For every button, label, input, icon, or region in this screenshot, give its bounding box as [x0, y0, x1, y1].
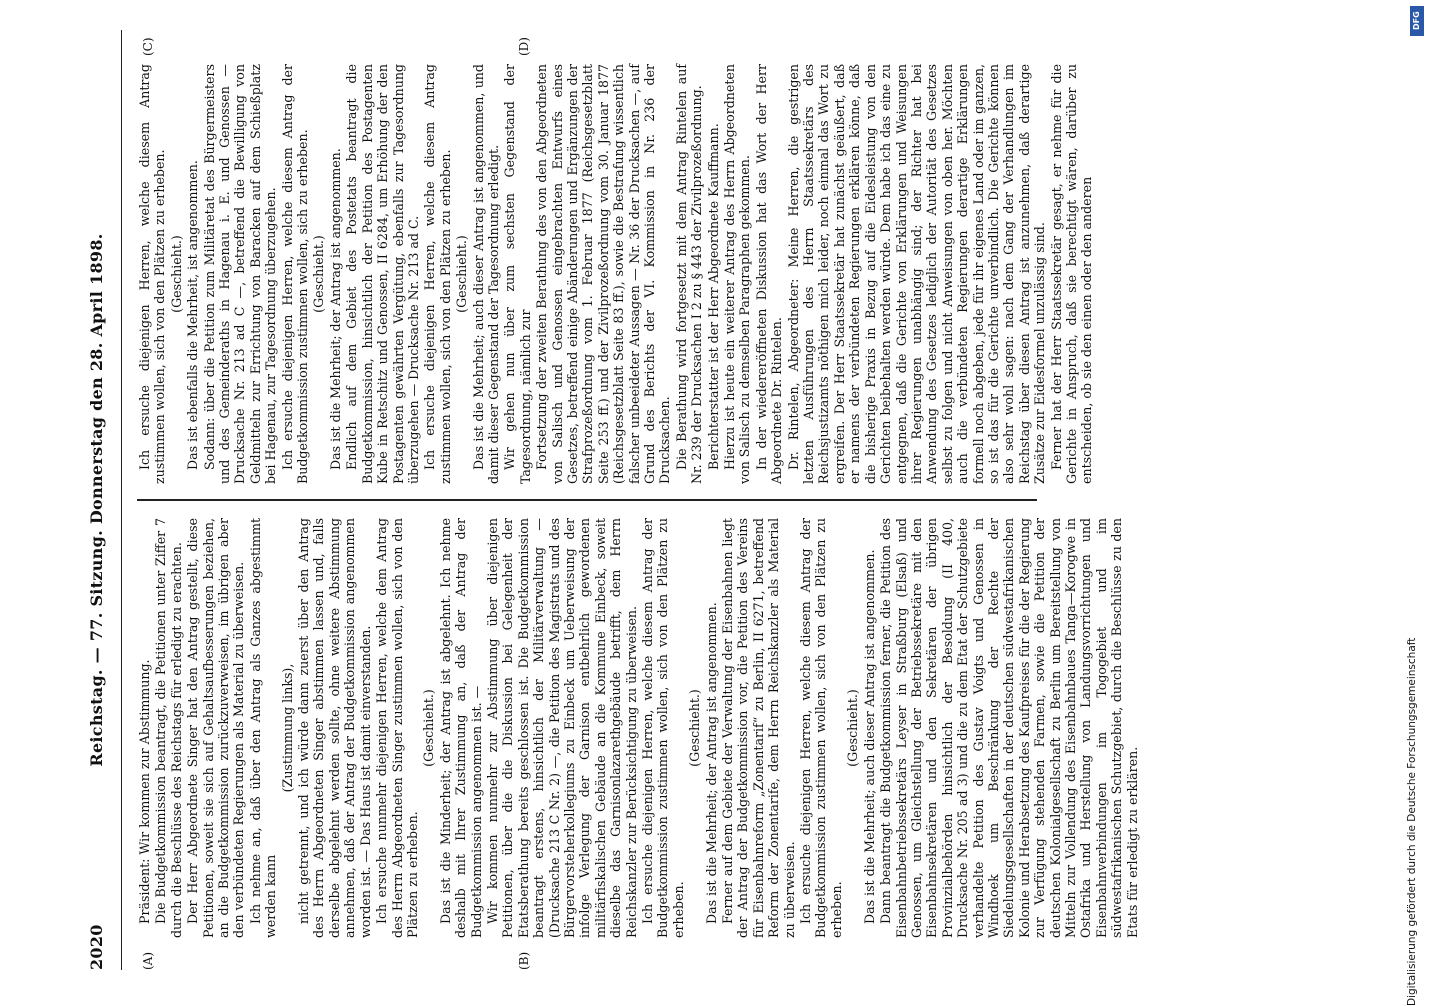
paragraph: Die Berathung wird fortgesetzt mit dem Antrag Rintelen auf Nr. 239 der Drucksachen I 2 zu § 443 der Zivilprozeßordnung.: [673, 64, 705, 484]
page-header: [87, 0, 123, 1000]
rotated-document-page: [47, 0, 1387, 1000]
paragraph: Das ist die Mehrheit; auch dieser Antrag ist angenommen, und damit dieser Gegenstand der Tagesordnung erledigt.: [470, 64, 501, 484]
paragraph: Dann beantragt die Budgetkommission ferner, die Petition des Eisenbahnbetriebssekretärs Leyser in Straßburg (Elsaß) und Genossen, um Gleichstellung der Betriebssekretäre mit den Eisenbahnsekretären und den Sekretären der übrigen Provinzialbehörden hinsichtlich der Besoldung (II 400, Drucksache Nr. 205 ad 3) und die zu dem Etat der Schutzgebiete verhandelte Petition des Gustav Voigts und Genossen in Windhoek um Beschränkung der Rechte der Siedelungsgesellschaften in der deutschen südwestafrikanischen Kolonie und Herabsetzung des Kaufpreises für die der Regierung zur Verfügung stehenden Farmen, sowie die Petition der deutschen Kolonialgesellschaft zu Berlin um Bereitstellung von Mitteln zur Vollendung des Eisenbahnbaues Tanga—Korogwe in Ostafrika und Herstellung von Landungsvorrichtungen und Eisenbahnverbindungen im Togogebiet und im südwestafrikanischen Schutzgebiet, durch die Beschlüsse zu den Etats für erledigt zu erklären.: [878, 518, 1140, 938]
digitization-credit: [1404, 6, 1430, 1006]
left-text-column: [137, 518, 1140, 938]
margin-marker-a: (A): [141, 951, 155, 970]
paragraph: Wir gehen nun über zum sechsten Gegenstand der Tagesordnung, nämlich zur: [502, 64, 533, 484]
paragraph: Ich ersuche diejenigen Herren, welche diesem Antrag zustimmen wollen, sich von den Plätzen zu erheben.: [422, 64, 453, 484]
paragraph: (Geschieht.): [687, 689, 703, 767]
paragraph: Ferner auf dem Gebiete der Verwaltung der Eisenbahnen liegt der Antrag der Budgetkommission vor, die Petition des Vereins für Eisenbahnreform „Zonentarif“ zu Berlin, II 6271, betreffend Reform der Zonentarife, dem Herrn Reichskanzler als Material zu überweisen.: [720, 518, 797, 938]
column-divider: [137, 499, 1037, 501]
paragraph: Wir kommen nunmehr zur Abstimmung über diejenigen Petitionen, über die die Diskussion bei Gelegenheit der Etatsberathung bereits geschlossen ist. Die Budgetkommission beantragt erstens, hinsichtlich der Militärverwaltung — (Drucksache 213 C Nr. 2) —, die Petition des Magistrats und des Bürgervorsteherkollegiums zu Einbeck um Ueberweisung der infolge Verlegung der Garnison entbehrlich gewordenen militärfiskalischen Gebäude an die Kommune Einbeck, soweit dieselbe das Garnisonlazarethgebäude betrifft, dem Herrn Reichskanzler zur Berücksichtigung zu überweisen.: [484, 518, 639, 938]
paragraph: Der Herr Abgeordnete Singer hat den Antrag gestellt, diese Petitionen, soweit sie sich auf Gehaltsaufbesserungen beziehen, an die Budgetkommission zurückzuverweisen, im übrigen aber den verbündeten Regierungen als Material zu überweisen.: [185, 518, 247, 938]
paragraph: In der wiedereröffneten Diskussion hat das Wort der Herr Abgeordnete Dr. Rintelen.: [753, 64, 785, 484]
margin-marker-b: (B): [517, 951, 531, 970]
paragraph: Ich ersuche nunmehr diejenigen Herren, welche dem Antrag des Herrn Abgeordneten Singer zustimmen wollen, sich von den Plätzen zu erheben.: [374, 518, 420, 938]
page-number: 2020: [87, 924, 106, 970]
paragraph: Das ist die Mehrheit; der Antrag ist angenommen.: [703, 602, 719, 924]
page-title: Reichstag. — 77. Sitzung. Donnerstag den 28. April 1898.: [87, 233, 106, 767]
paragraph: Ferner hat der Herr Staatssekretär gesagt, er nehme für die Gerichte in Anspruch, daß sie berechtigt wären, darüber zu entscheiden, ob sie den einen oder den anderen: [1048, 64, 1095, 484]
paragraph: Fortsetzung der zweiten Berathung des von den Abgeordneten von Salisch und Genossen eingebrachten Entwurfs eines Gesetzes, betreffend einige Abänderungen und Ergänzungen der Strafprozeßordnung vom 1. Februar 1877 (Reichsgesetzblatt Seite 253 ff.) und der Zivilprozeßordnung vom 30. Januar 1877 (Reichsgesetzblatt Seite 83 ff.), sowie die Bestrafung wissentlich falscher unbeeideter Aussagen — Nr. 36 der Drucksachen —, auf Grund des Berichts der VI. Kommission in Nr. 236 der Drucksachen.: [534, 64, 673, 484]
paragraph: (Geschieht.): [311, 235, 327, 313]
paragraph: Das ist die Minderheit; der Antrag ist abgelehnt. Ich nehme deshalb mit Ihrer Zustimmung an, daß der Antrag der Budgetkommission angenommen ist. —: [437, 518, 484, 938]
paragraph: Ich nehme an, daß über den Antrag als Ganzes abgestimmt werden kann: [247, 518, 279, 938]
right-text-column: [137, 64, 1095, 484]
paragraph: Das ist die Mehrheit; auch dieser Antrag ist angenommen.: [861, 549, 877, 924]
header-rule: [121, 30, 122, 970]
paragraph: Sodann: über die Petition zum Militäretat des Bürgermeisters und des Gemeinderaths in Hagenau i. E. und Genossen — Drucksache Nr. 213 ad C —, betreffend die Bewilligung von Geldmitteln zur Errichtung von Baracken auf dem Schießplatz bei Hagenau, zur Tagesordnung überzugehen.: [201, 64, 279, 484]
paragraph: Das ist die Mehrheit; der Antrag ist angenommen.: [327, 148, 343, 470]
margin-marker-c: (C): [141, 37, 155, 56]
paragraph: Die Budgetkommission beantragt, die Petitionen unter Ziffer 7 durch die Beschlüsse des Reichstags für erledigt zu erachten.: [153, 518, 184, 938]
paragraph: (Geschieht.): [421, 689, 437, 767]
paragraph: Hierzu ist heute ein weiterer Antrag des Herrn Abgeordneten von Salisch zu demselben Paragraphen gekommen.: [722, 64, 753, 484]
paragraph: Ich ersuche diejenigen Herren, welche diesem Antrag der Budgetkommission zustimmen wollen, sich von den Plätzen zu erheben.: [640, 518, 686, 938]
paragraph: (Geschieht.): [845, 689, 861, 767]
paragraph: (Geschieht.): [168, 235, 184, 313]
paragraph: (Geschieht.): [454, 235, 470, 313]
paragraph: Endlich auf dem Gebiet des Postetats beantragt die Budgetkommission, hinsichtlich der Petition des Postagenten Kube in Retschitz und Genossen, II 6284, um Erhöhung der den Postagenten gewährten Vergütung, ebenfalls zur Tagesordnung überzugehen — Drucksache Nr. 213 ad C.: [344, 64, 421, 484]
paragraph: Ich ersuche diejenigen Herren, welche diesem Antrag der Budgetkommission zustimmen wollen, sich von den Plätzen zu erheben.: [798, 518, 844, 938]
paragraph: Präsident: Wir kommen zur Abstimmung.: [137, 659, 152, 924]
paragraph: Dr. Rintelen, Abgeordneter: Meine Herren, die gestrigen letzten Ausführungen des Herrn Staatssekretärs des Reichsjustizamts nöthigen mich leider, noch einmal das Wort zu ergreifen. Der Herr Staatssekretär hat zunächst geäußert, daß er namens der verbündeten Regierungen erklären könne, daß die bisherige Praxis in Bezug auf die Eidesleistung von den Gerichten beibehalten werden würde. Dem habe ich das eine zu entgegnen, daß die Gerichte von Erklärungen und Weisungen ihrer Regierungen unabhängig sind; der Richter hat bei Anwendung des Gesetzes lediglich der Autorität des Gesetzes selbst zu folgen und nicht Anweisungen von oben her. Möchten auch die verbündeten Regierungen derartige Erklärungen formell noch abgeben, jede für ihr eigenes Land oder im ganzen, so ist das für die Gerichte unverbindlich. Die Gerichte können also sehr wohl sagen: nach dem Gang der Verhandlungen im Reichstag über diesen Antrag ist anzunehmen, daß derartige Zusätze zur Eidesformel unzulässig sind.: [785, 64, 1048, 484]
dfg-logo: DFG: [1410, 6, 1424, 36]
paragraph: Berichterstatter ist der Herr Abgeordnete Kauffmann.: [705, 123, 721, 470]
margin-marker-d: (D): [517, 37, 531, 56]
paragraph: (Zustimmung links),: [279, 663, 295, 793]
paragraph: Ich ersuche diejenigen Herren, welche diesem Antrag zustimmen wollen, sich von den Plätzen zu erheben.: [137, 64, 168, 484]
paragraph: Ich ersuche diejenigen Herren, welche diesem Antrag der Budgetkommission zustimmen wollen, sich zu erheben.: [279, 64, 311, 484]
paragraph: Das ist ebenfalls die Mehrheit, ist angenommen.: [185, 160, 201, 470]
credit-text: Digitalisierung gefördert durch die Deutsche Forschungsgemeinschaft: [1406, 637, 1418, 1006]
paragraph: nicht getrennt, und ich würde dann zuerst über den Antrag des Herrn Abgeordneten Singer abstimmen lassen und, falls derselbe abgelehnt werden sollte, ohne weitere Abstimmung annehmen, daß der Antrag der Budgetkommission angenommen worden ist. — Das Haus ist damit einverstanden.: [296, 518, 373, 938]
